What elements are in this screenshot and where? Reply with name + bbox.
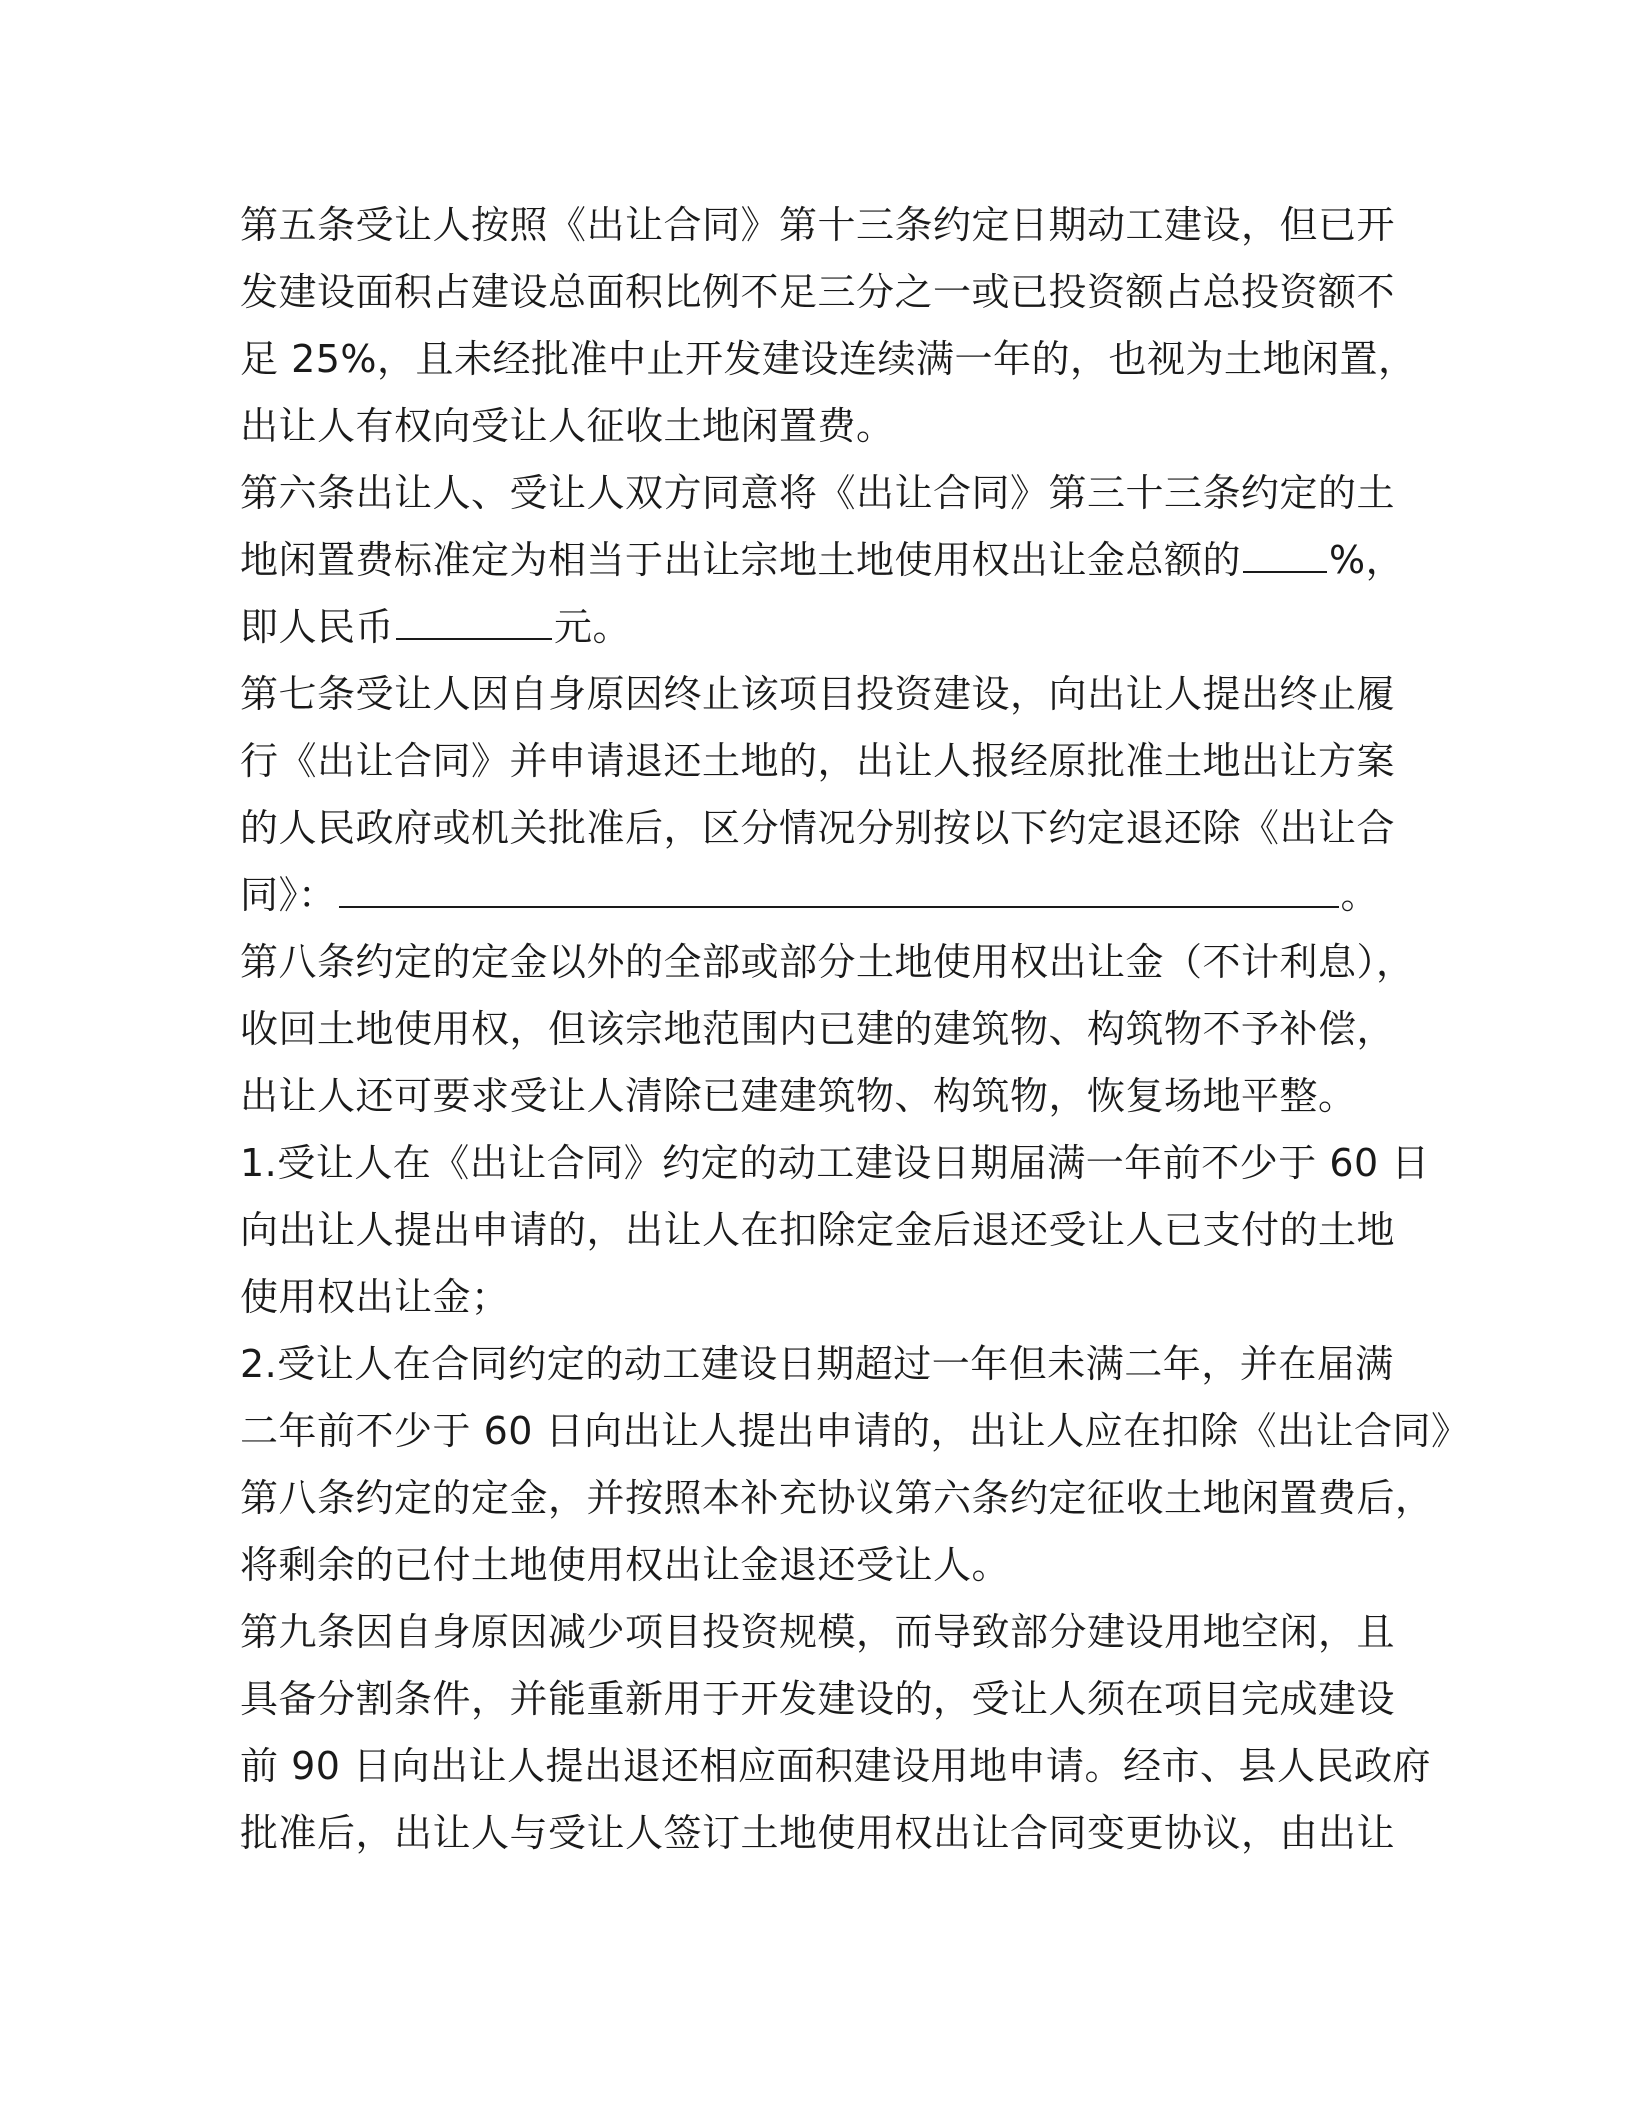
text-line: 出让人还可要求受让人清除已建建筑物、构筑物，恢复场地平整。	[240, 1074, 1357, 1118]
text-segment: 同》：	[240, 873, 337, 917]
text-line	[240, 594, 1410, 661]
text-line: 发建设面积占建设总面积比例不足三分之一或已投资额占总投资额不	[240, 270, 1396, 314]
text-line: 第九条因自身原因减少项目投资规模，而导致部分建设用地空闲，且	[240, 1610, 1396, 1654]
text-line: 批准后，出让人与受让人签订土地使用权出让合同变更协议，由出让	[240, 1811, 1396, 1855]
text-line: 的人民政府或机关批准后，区分情况分别按以下约定退还除《出让合	[240, 806, 1396, 850]
text-segment: 元。	[554, 605, 632, 649]
text-segment: 。	[1340, 873, 1380, 917]
text-line: 使用权出让金；	[240, 1275, 510, 1319]
text-line: 向出让人提出申请的，出让人在扣除定金后退还受让人已支付的土地	[240, 1208, 1396, 1252]
text-line: 第八条约定的定金，并按照本补充协议第六条约定征收土地闲置费后，	[240, 1476, 1434, 1520]
text-line: 前 90 日向出让人提出退还相应面积建设用地申请。经市、县人民政府	[240, 1744, 1432, 1788]
text-line: 二年前不少于 60 日向出让人提出申请的，出让人应在扣除《出让合同》	[240, 1409, 1470, 1453]
text-line	[240, 527, 1410, 594]
text-segment: %，	[1329, 538, 1405, 582]
text-line: 第七条受让人因自身原因终止该项目投资建设，向出让人提出终止履	[240, 672, 1396, 716]
fill-in-blank-amount	[396, 596, 552, 640]
text-line	[240, 862, 1410, 929]
text-line: 具备分割条件，并能重新用于开发建设的，受让人须在项目完成建设	[240, 1677, 1396, 1721]
text-line: 1.受让人在《出让合同》约定的动工建设日期届满一年前不少于 60 日	[240, 1141, 1430, 1185]
text-line: 收回土地使用权，但该宗地范围内已建的建筑物、构筑物不予补偿，	[240, 1007, 1396, 1051]
text-line: 第五条受让人按照《出让合同》第十三条约定日期动工建设，但已开	[240, 203, 1396, 247]
text-segment: 即人民币	[240, 605, 395, 649]
text-line: 2.受让人在合同约定的动工建设日期超过一年但未满二年，并在届满	[240, 1342, 1394, 1386]
document-body	[240, 192, 1470, 1867]
text-line: 第六条出让人、受让人双方同意将《出让合同》第三十三条约定的土	[240, 471, 1396, 515]
fill-in-blank-long	[339, 864, 1339, 908]
text-line: 出让人有权向受让人征收土地闲置费。	[240, 404, 895, 448]
fill-in-blank-percent	[1243, 529, 1327, 573]
text-segment: 地闲置费标准定为相当于出让宗地土地使用权出让金总额的	[240, 538, 1242, 582]
text-line: 将剩余的已付土地使用权出让金退还受让人。	[240, 1543, 1011, 1587]
text-line: 第八条约定的定金以外的全部或部分土地使用权出让金（不计利息），	[240, 940, 1415, 984]
text-line: 行《出让合同》并申请退还土地的，出让人报经原批准土地出让方案	[240, 739, 1396, 783]
text-line: 足 25%，且未经批准中止开发建设连续满一年的，也视为土地闲置，	[240, 337, 1417, 381]
